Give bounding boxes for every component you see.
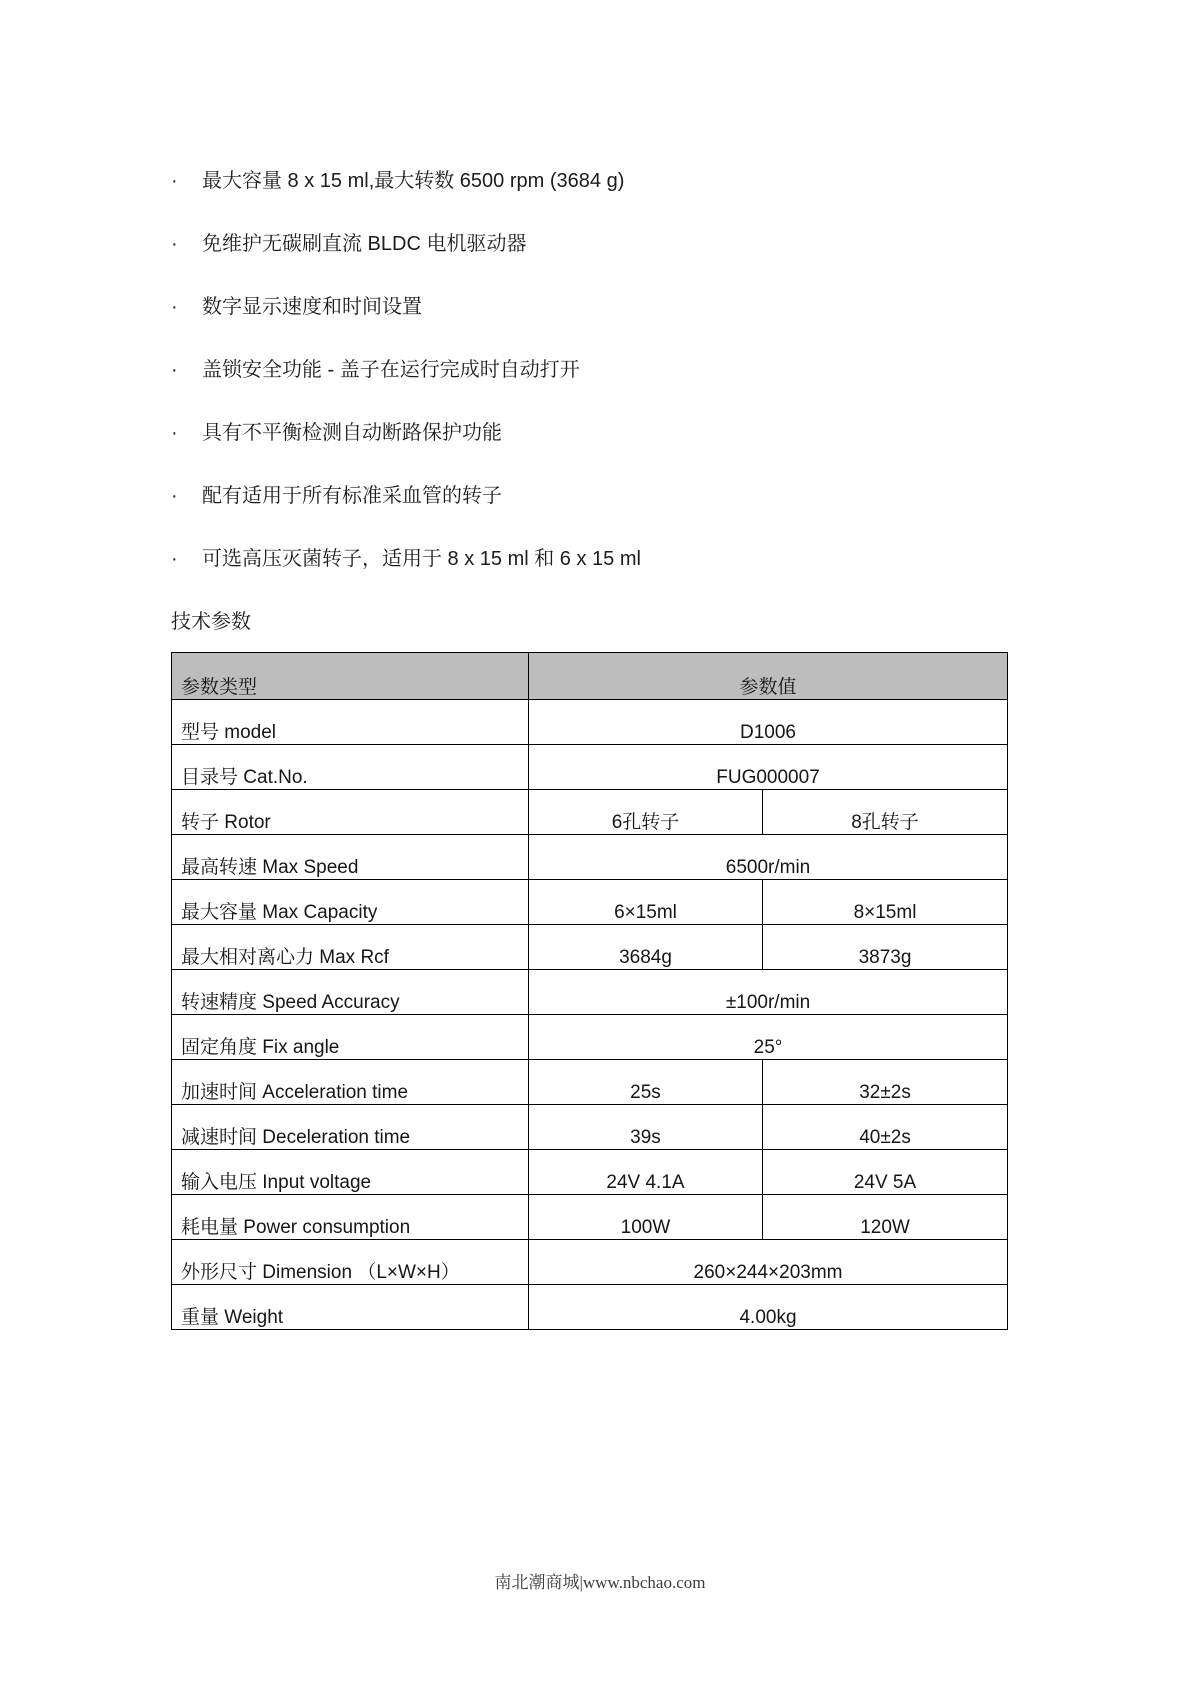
spec-label-cell: 转子 Rotor	[172, 790, 529, 835]
feature-item	[171, 546, 1007, 572]
spec-value-cell: 8孔转子	[763, 790, 1008, 835]
spec-label-cell: 外形尺寸 Dimension （L×W×H）	[172, 1240, 529, 1285]
spec-row	[172, 925, 1008, 970]
spec-header-value-cell	[529, 653, 1008, 700]
spec-label-cell: 加速时间 Acceleration time	[172, 1060, 529, 1105]
spec-value-cell: 3684g	[529, 925, 763, 970]
spec-value-cell: 6×15ml	[529, 880, 763, 925]
feature-item	[171, 231, 1007, 257]
spec-label-cell: 型号 model	[172, 700, 529, 745]
spec-row	[172, 745, 1008, 790]
spec-label-cell: 最大相对离心力 Max Rcf	[172, 925, 529, 970]
spec-label-cell: 输入电压 Input voltage	[172, 1150, 529, 1195]
feature-text: 可选高压灭菌转子，适用于 8 x 15 ml 和 6 x 15 ml	[202, 548, 641, 570]
feature-text: 具有不平衡检测自动断路保护功能	[202, 422, 502, 444]
spec-row	[172, 1015, 1008, 1060]
spec-value-cell: 6500r/min	[529, 835, 1008, 880]
feature-item	[171, 420, 1007, 446]
spec-label-cell: 目录号 Cat.No.	[172, 745, 529, 790]
site-footer-text: 南北潮商城|www.nbchao.com	[494, 1573, 706, 1592]
feature-text: 数字显示速度和时间设置	[202, 296, 422, 318]
spec-value-cell: 39s	[529, 1105, 763, 1150]
spec-label-cell: 最大容量 Max Capacity	[172, 880, 529, 925]
spec-value-cell: 120W	[763, 1195, 1008, 1240]
spec-row	[172, 880, 1008, 925]
bullet-dot-icon: ·	[171, 233, 178, 255]
bullet-dot-icon: ·	[171, 296, 178, 318]
spec-value-cell: 100W	[529, 1195, 763, 1240]
spec-row	[172, 1240, 1008, 1285]
specs-table	[171, 652, 1008, 1330]
spec-value-cell: 6孔转子	[529, 790, 763, 835]
spec-value-cell: 40±2s	[763, 1105, 1008, 1150]
feature-item	[171, 294, 1007, 320]
spec-label-cell: 固定角度 Fix angle	[172, 1015, 529, 1060]
spec-row	[172, 700, 1008, 745]
spec-value-cell: 25s	[529, 1060, 763, 1105]
bullet-dot-icon: ·	[171, 359, 178, 381]
spec-label-cell: 转速精度 Speed Accuracy	[172, 970, 529, 1015]
spec-value-cell: 260×244×203mm	[529, 1240, 1008, 1285]
feature-item	[171, 357, 1007, 383]
spec-value-cell: 32±2s	[763, 1060, 1008, 1105]
spec-value-cell: 24V 4.1A	[529, 1150, 763, 1195]
spec-row	[172, 1195, 1008, 1240]
spec-value-cell: FUG000007	[529, 745, 1008, 790]
spec-header-label-cell	[172, 653, 529, 700]
spec-value-cell: 3873g	[763, 925, 1008, 970]
bullet-dot-icon: ·	[171, 485, 178, 507]
spec-row	[172, 1105, 1008, 1150]
spec-value-cell: 8×15ml	[763, 880, 1008, 925]
section-title: 技术参数	[171, 611, 251, 633]
spec-row	[172, 1285, 1008, 1330]
header-label: 参数类型	[181, 677, 258, 698]
feature-list	[171, 168, 1007, 572]
bullet-dot-icon: ·	[171, 548, 178, 570]
feature-text: 免维护无碳刷直流 BLDC 电机驱动器	[202, 233, 527, 255]
feature-text: 配有适用于所有标准采血管的转子	[202, 485, 502, 507]
spec-label-cell: 重量 Weight	[172, 1285, 529, 1330]
spec-label-cell: 减速时间 Deceleration time	[172, 1105, 529, 1150]
document-body	[171, 168, 1007, 1330]
bullet-dot-icon: ·	[171, 422, 178, 444]
spec-value-cell: 4.00kg	[529, 1285, 1008, 1330]
spec-row	[172, 1060, 1008, 1105]
spec-value-cell: 24V 5A	[763, 1150, 1008, 1195]
feature-item	[171, 168, 1007, 194]
spec-row	[172, 1150, 1008, 1195]
spec-row	[172, 835, 1008, 880]
feature-text: 盖锁安全功能 - 盖子在运行完成时自动打开	[202, 359, 580, 381]
spec-value-cell: D1006	[529, 700, 1008, 745]
bullet-dot-icon: ·	[171, 170, 178, 192]
spec-row	[172, 970, 1008, 1015]
spec-value-cell: 25°	[529, 1015, 1008, 1060]
spec-label-cell: 耗电量 Power consumption	[172, 1195, 529, 1240]
feature-text: 最大容量 8 x 15 ml,最大转数 6500 rpm (3684 g)	[202, 170, 625, 192]
spec-value-cell: ±100r/min	[529, 970, 1008, 1015]
spec-header-row	[172, 653, 1008, 700]
spec-row	[172, 790, 1008, 835]
header-label: 参数值	[739, 677, 797, 698]
spec-label-cell: 最高转速 Max Speed	[172, 835, 529, 880]
feature-item	[171, 483, 1007, 509]
